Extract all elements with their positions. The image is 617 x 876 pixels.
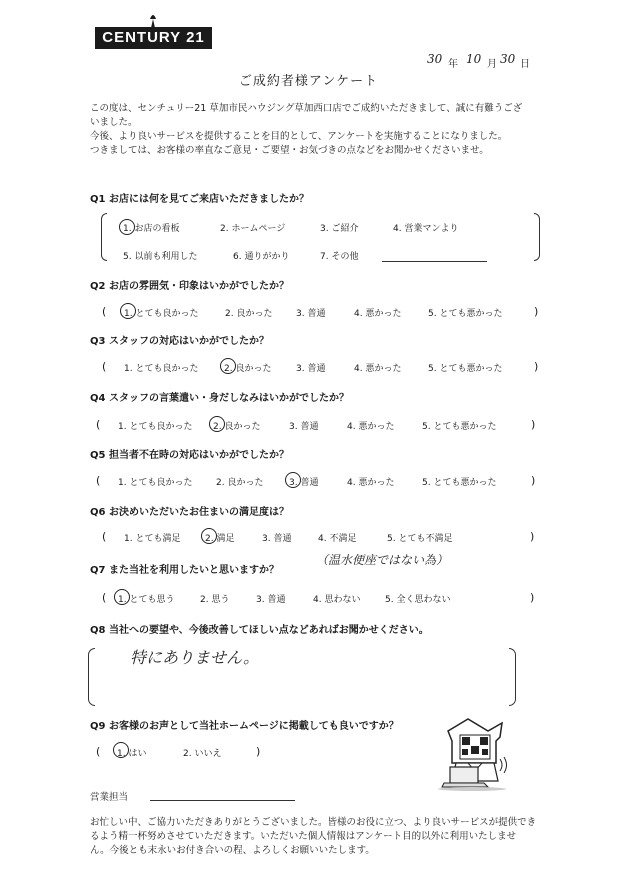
q5-option-3[interactable]: 3. 普通 <box>289 478 319 488</box>
q1-other-field[interactable] <box>382 261 487 262</box>
staff-name-field[interactable] <box>150 800 295 801</box>
date-year: 30 <box>427 52 443 66</box>
q4-option-2[interactable]: 2. 良かった <box>213 422 261 432</box>
q2-bracket-right: ) <box>534 305 539 318</box>
q7-option-5[interactable]: 5. 全く思わない <box>385 595 451 605</box>
date-month: 10 <box>466 52 482 66</box>
date-day-unit: 日 <box>520 59 530 70</box>
century21-logo: CENTURY 21 <box>95 27 212 49</box>
q7-label: Q7 また当社を利用したいと思いますか？ <box>90 565 279 576</box>
date-day: 30 <box>500 52 516 66</box>
q4-bracket-left: ( <box>96 418 101 431</box>
q2-option-2[interactable]: 2. 良かった <box>225 309 273 319</box>
q3-label: Q3 スタッフの対応はいかがでしたか？ <box>90 336 269 347</box>
q3-bracket-left: ( <box>102 360 107 373</box>
date-year-unit: 年 <box>448 59 458 70</box>
q2-option-5[interactable]: 5. とても悪かった <box>428 309 503 319</box>
q6-option-1[interactable]: 1. とても満足 <box>124 534 181 544</box>
q6-bracket-left: ( <box>102 530 107 543</box>
q2-option-1[interactable]: 1. とても良かった <box>124 309 199 319</box>
staff-label: 営業担当 <box>90 792 129 803</box>
q7-option-2[interactable]: 2. 思う <box>200 595 230 605</box>
q2-bracket-left: ( <box>102 305 107 318</box>
q8-box-right <box>509 648 516 706</box>
q2-label: Q2 お店の雰囲気・印象はいかがでしたか？ <box>90 281 289 292</box>
q9-bracket-right: ) <box>256 745 261 758</box>
q6-label: Q6 お決めいただいたお住まいの満足度は？ <box>90 507 289 518</box>
q1-option-7[interactable]: 7. その他 <box>320 252 359 262</box>
q3-option-4[interactable]: 4. 悪かった <box>354 364 402 374</box>
q7-option-4[interactable]: 4. 思わない <box>313 595 361 605</box>
q9-label: Q9 お客様のお声として当社ホームページに掲載しても良いですか？ <box>90 721 399 732</box>
torch-icon <box>148 13 158 29</box>
q4-option-1[interactable]: 1. とても良かった <box>118 422 193 432</box>
page-title: ご成約者様アンケート <box>238 74 379 89</box>
q6-option-3[interactable]: 3. 普通 <box>262 534 292 544</box>
q1-bracket-right <box>534 213 540 261</box>
q7-option-1[interactable]: 1. とても思う <box>118 595 175 605</box>
q5-option-4[interactable]: 4. 悪かった <box>347 478 395 488</box>
q1-option-3[interactable]: 3. ご紹介 <box>320 224 359 234</box>
q5-option-5[interactable]: 5. とても悪かった <box>422 478 497 488</box>
q1-option-4[interactable]: 4. 営業マンより <box>393 224 459 234</box>
intro-text: この度は、センチュリー21 草加市民ハウジング草加西口店でご成約いただきまして、誠に有難うござ いました。 今後、より良いサービスを提供することを目的として、アンケートを実施することになりました。 つきましては、お客様の率直なご意見・ご要望・お気づきの点などをお聞かせくださいませ。 <box>90 103 523 156</box>
q4-option-5[interactable]: 5. とても悪かった <box>422 422 497 432</box>
q1-option-1[interactable]: 1. お店の看板 <box>123 224 180 234</box>
mascot-illustration <box>438 713 518 793</box>
q5-bracket-left: ( <box>96 474 101 487</box>
q6-bracket-right: ) <box>530 530 535 543</box>
q1-option-6[interactable]: 6. 通りがかり <box>233 252 290 262</box>
q5-bracket-right: ) <box>531 474 536 487</box>
q1-option-2[interactable]: 2. ホームページ <box>220 224 286 234</box>
q1-option-5[interactable]: 5. 以前も利用した <box>123 252 198 262</box>
q4-option-4[interactable]: 4. 悪かった <box>347 422 395 432</box>
q8-answer[interactable]: 特にありません。 <box>130 648 259 667</box>
q4-option-3[interactable]: 3. 普通 <box>289 422 319 432</box>
q5-option-1[interactable]: 1. とても良かった <box>118 478 193 488</box>
q5-option-2[interactable]: 2. 良かった <box>216 478 264 488</box>
q9-bracket-left: ( <box>96 745 101 758</box>
q9-option-1[interactable]: 1. はい <box>117 749 147 759</box>
q8-label: Q8 当社への要望や、今後改善してほしい点などあればお聞かせください。 <box>90 625 429 636</box>
q7-handwritten-note: （温水便座ではない為） <box>316 553 449 567</box>
q5-label: Q5 担当者不在時の対応はいかがでしたか？ <box>90 450 289 461</box>
q1-label: Q1 お店には何を見てご来店いただきましたか？ <box>90 194 309 205</box>
q3-bracket-right: ) <box>534 360 539 373</box>
q1-bracket-left <box>101 213 107 261</box>
q6-option-5[interactable]: 5. とても不満足 <box>387 534 453 544</box>
q2-option-3[interactable]: 3. 普通 <box>296 309 326 319</box>
q8-box-left <box>88 648 95 706</box>
q2-option-4[interactable]: 4. 悪かった <box>354 309 402 319</box>
date-month-unit: 月 <box>487 59 497 70</box>
q7-option-3[interactable]: 3. 普通 <box>256 595 286 605</box>
q3-option-2[interactable]: 2. 良かった <box>224 364 272 374</box>
q4-bracket-right: ) <box>531 418 536 431</box>
q3-option-1[interactable]: 1. とても良かった <box>124 364 199 374</box>
q6-option-2[interactable]: 2. 満足 <box>205 534 235 544</box>
q4-label: Q4 スタッフの言葉遣い・身だしなみはいかがでしたか？ <box>90 393 349 404</box>
q7-bracket-right: ) <box>530 591 535 604</box>
q3-option-5[interactable]: 5. とても悪かった <box>428 364 503 374</box>
closing-message: お忙しい中、ご協力いただきありがとうございました。皆様のお役に立つ、より良いサービスが提供でき るよう精一杯努めさせていただきます。いただいた個人情報はアンケート目的以外に利用いたしませ ん。今後とも末永いお付き合いの程、よろしくお願いいたします。 <box>90 817 537 856</box>
q6-option-4[interactable]: 4. 不満足 <box>318 534 357 544</box>
q3-option-3[interactable]: 3. 普通 <box>296 364 326 374</box>
q9-option-2[interactable]: 2. いいえ <box>183 749 222 759</box>
q7-bracket-left: ( <box>102 591 107 604</box>
